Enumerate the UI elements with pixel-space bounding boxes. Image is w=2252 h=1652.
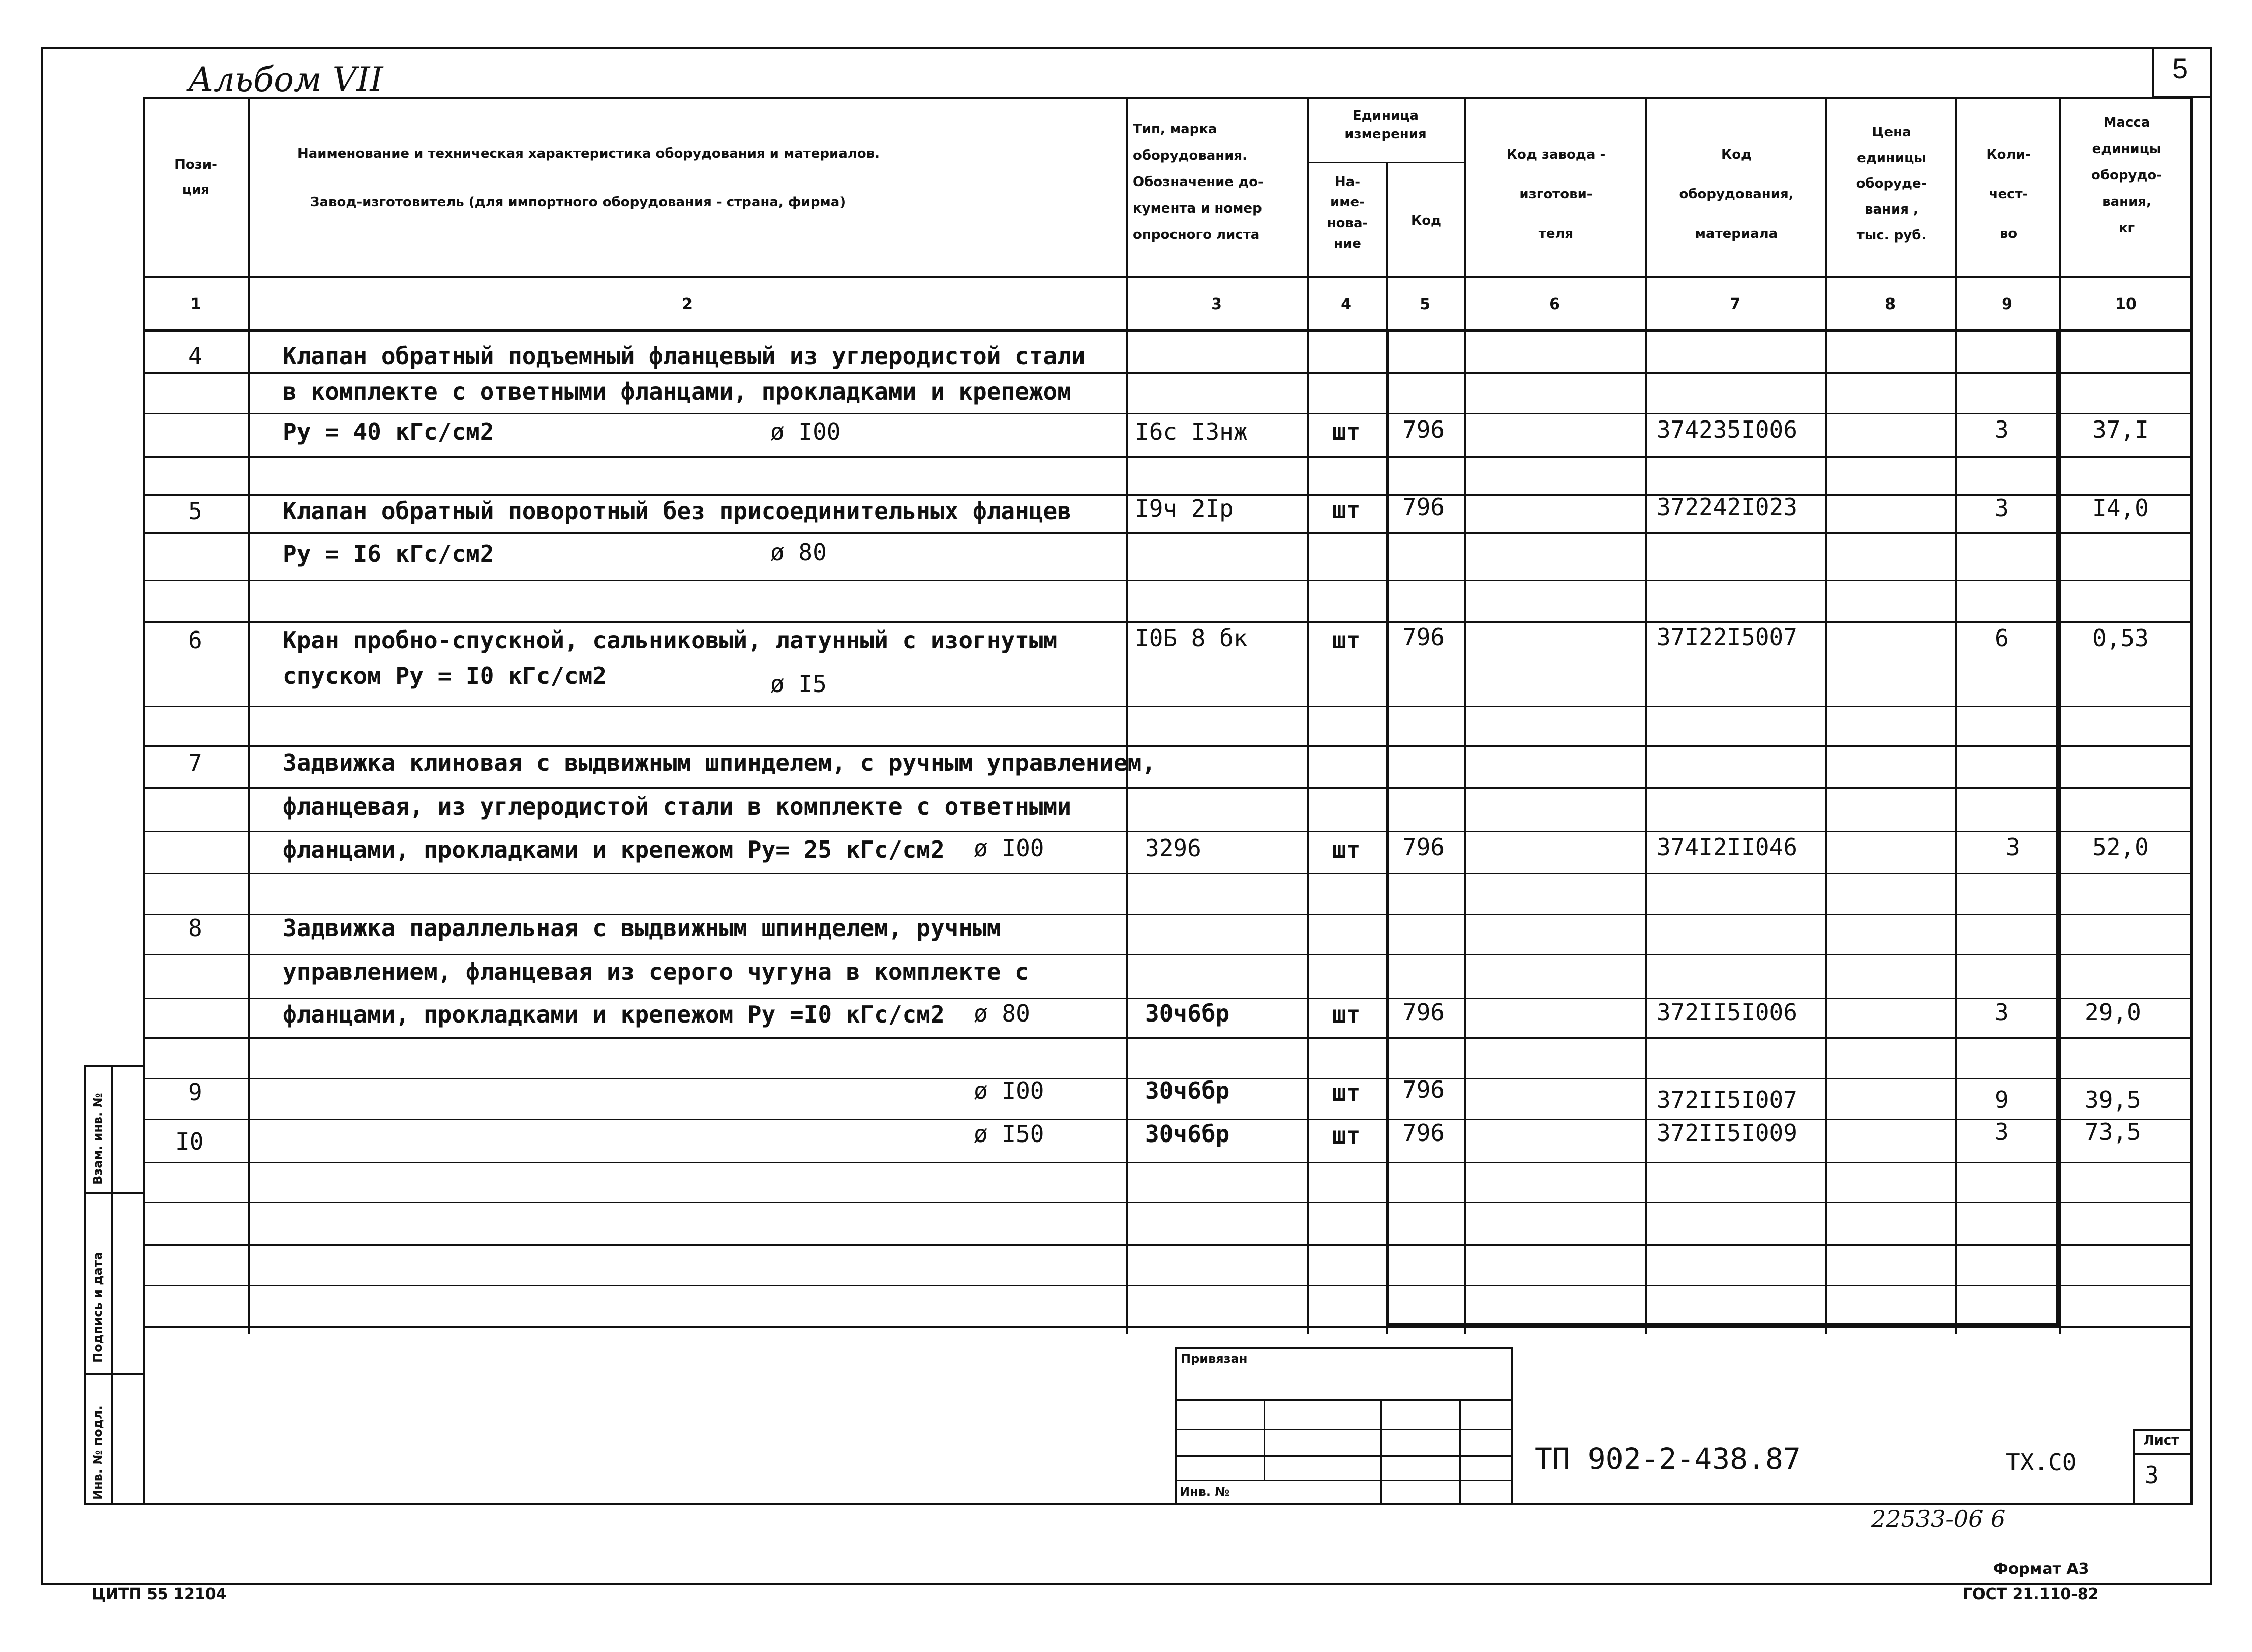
cell-quantity: 3 <box>1995 999 2009 1026</box>
cell-quantity: 3 <box>2006 833 2020 861</box>
cell-mass: 29,0 <box>2085 999 2141 1026</box>
cell-type: I9ч 2Iр <box>1135 495 1234 522</box>
cell-name: фланцами, прокладками и крепежом Ру= 25 кГс/см2 <box>283 836 945 863</box>
cell-unit: шт <box>1332 496 1361 524</box>
cell-name: управлением, фланцевая из серого чугуна в комплекте с <box>283 958 1029 985</box>
privyazan-line <box>1175 1480 1513 1481</box>
cell-diameter: ø I50 <box>974 1120 1044 1148</box>
side-stamp-divider <box>111 1065 113 1505</box>
colnum-6: 6 <box>1549 295 1560 313</box>
row-line <box>143 1285 2193 1286</box>
cell-position: 4 <box>188 342 202 370</box>
header-mass: Масса единицы оборудо- вания, кг <box>2091 115 2163 236</box>
colnum-3: 3 <box>1211 295 1222 313</box>
cell-name: фланцевая, из углеродистой стали в комплекте с ответными <box>283 793 1071 820</box>
cell-equipment-code: 372242I023 <box>1657 493 1797 521</box>
cell-unit-code: 796 <box>1402 416 1445 443</box>
privyazan-box <box>1175 1347 1513 1505</box>
row-line <box>143 372 2193 374</box>
colnum-7: 7 <box>1730 295 1740 313</box>
row-line <box>143 456 2193 458</box>
privyazan-divider <box>1380 1399 1382 1505</box>
cell-name: Клапан обратный подъемный фланцевый из углеродистой стали <box>283 342 1086 370</box>
cell-name: Клапан обратный поворотный без присоединительных фланцев <box>283 497 1071 525</box>
header-unit-name: На- име- нова- ние <box>1327 174 1368 251</box>
colnum-1: 1 <box>190 295 201 313</box>
cell-diameter: ø 80 <box>770 538 827 566</box>
cell-diameter: ø 80 <box>974 1000 1030 1027</box>
cell-unit-code: 796 <box>1402 999 1445 1026</box>
cell-name: в комплекте с ответными фланцами, прокладками и крепежом <box>283 378 1071 405</box>
row-line <box>143 1037 2193 1039</box>
col-line-2 <box>1126 97 1128 1334</box>
privyazan-line <box>1175 1429 1513 1430</box>
cell-name: спуском Ру = I0 кГс/см2 <box>283 662 607 689</box>
cell-name: Ру = I6 кГс/см2 <box>283 540 494 567</box>
side-stamp-sign-date: Подпись и дата <box>91 1252 105 1363</box>
cell-diameter: ø I00 <box>974 1077 1044 1104</box>
header-name-line1: Наименование и техническая характеристика оборудования и материалов. <box>297 146 880 161</box>
row-line <box>143 532 2193 534</box>
colnum-4: 4 <box>1341 295 1352 313</box>
cell-unit: шт <box>1332 836 1361 863</box>
cell-equipment-code: 372II5I009 <box>1657 1119 1797 1147</box>
cell-unit-code: 796 <box>1402 623 1445 651</box>
cell-type: 3296 <box>1145 834 1202 862</box>
cell-quantity: 3 <box>1995 416 2009 443</box>
column-bracket <box>1386 329 2059 1326</box>
cell-unit: шт <box>1332 1001 1361 1028</box>
cell-unit-code: 796 <box>1402 1076 1445 1103</box>
cell-equipment-code: 372II5I006 <box>1657 999 1797 1026</box>
privyazan-divider <box>1459 1399 1461 1505</box>
colnum-9: 9 <box>2002 295 2013 313</box>
cell-name: Задвижка параллельная с выдвижным шпинделем, ручным <box>283 914 1001 942</box>
cell-unit: шт <box>1332 626 1361 654</box>
privyazan-label: Привязан <box>1181 1351 1248 1366</box>
cell-position: I0 <box>175 1128 204 1155</box>
cell-name: Задвижка клиновая с выдвижным шпинделем, с ручным управлением, <box>283 749 1156 776</box>
row-line <box>143 621 2193 623</box>
cell-type: I0Б 8 бк <box>1135 624 1248 652</box>
cell-name: фланцами, прокладками и крепежом Ру =I0 кГс/см2 <box>283 1001 945 1028</box>
cell-mass: 73,5 <box>2085 1118 2141 1146</box>
cell-mass: I4,0 <box>2092 494 2149 522</box>
cell-diameter: ø I00 <box>770 418 841 445</box>
colnum-10: 10 <box>2115 295 2137 313</box>
table-body-bottom <box>143 1326 2193 1328</box>
row-line <box>143 745 2193 747</box>
side-stamp-inv-replace: Взам. инв. № <box>91 1093 105 1185</box>
cell-name: Ру = 40 кГс/см2 <box>283 418 494 445</box>
cell-name: Кран пробно-спускной, сальниковый, латунный с изогнутым <box>283 626 1058 654</box>
cell-mass: 39,5 <box>2085 1086 2141 1114</box>
cell-position: 9 <box>188 1078 202 1106</box>
row-line <box>143 706 2193 707</box>
album-label: Альбом VII <box>188 60 383 99</box>
hand-number: 22533-06 6 <box>1871 1505 2006 1533</box>
cell-quantity: 6 <box>1995 624 2009 652</box>
row-line <box>143 413 2193 414</box>
header-type: Тип, марка оборудования. Обозначение до- кумента и номер опросного листа <box>1133 122 1264 243</box>
header-name-line2: Завод-изготовитель (для импортного оборудования - страна, фирма) <box>310 195 846 210</box>
cell-unit-code: 796 <box>1402 833 1445 861</box>
col-line-9 <box>2059 97 2061 1334</box>
gost-label: ГОСТ 21.110-82 <box>1963 1585 2099 1603</box>
row-line <box>143 1244 2193 1246</box>
cell-position: 5 <box>188 497 202 525</box>
row-line <box>143 1162 2193 1163</box>
cell-mass: 52,0 <box>2092 833 2149 861</box>
row-line <box>143 787 2193 789</box>
header-factory-code: Код завода - изготови- теля <box>1506 147 1606 242</box>
colnum-8: 8 <box>1885 295 1896 313</box>
col-line-3 <box>1307 97 1309 1334</box>
cell-type: 30ч6бр <box>1145 1077 1230 1104</box>
cell-diameter: ø I5 <box>770 670 827 698</box>
cell-position: 7 <box>188 749 202 776</box>
col-line-1 <box>248 97 250 1334</box>
cell-quantity: 3 <box>1995 1118 2009 1146</box>
cell-position: 8 <box>188 914 202 942</box>
cell-equipment-code: 372II5I007 <box>1657 1086 1797 1114</box>
cell-unit: шт <box>1332 1079 1361 1106</box>
row-line <box>143 831 2193 832</box>
cell-mass: 0,53 <box>2092 624 2149 652</box>
cell-quantity: 3 <box>1995 494 2009 522</box>
row-line <box>143 580 2193 581</box>
cell-position: 6 <box>188 626 202 654</box>
side-stamp-line <box>84 1373 145 1375</box>
cell-equipment-code: 374I2II046 <box>1657 833 1797 861</box>
cell-equipment-code: 37I22I5007 <box>1657 623 1797 651</box>
cell-type: 30ч6бр <box>1145 1120 1230 1148</box>
side-stamp-inv-orig: Инв. № подл. <box>91 1405 105 1500</box>
colnum-5: 5 <box>1420 295 1430 313</box>
cell-mass: 37,I <box>2092 416 2149 443</box>
cell-diameter: ø I00 <box>974 834 1044 862</box>
cell-unit: шт <box>1332 1122 1361 1149</box>
header-quantity: Коли- чест- во <box>1986 147 2031 242</box>
sheet-box-line <box>2133 1453 2193 1455</box>
format-label: Формат А3 <box>1993 1560 2089 1578</box>
colnum-2: 2 <box>682 295 693 313</box>
header-position: Пози- ция <box>174 157 217 198</box>
page-number: 5 <box>2172 52 2188 84</box>
header-unit-code: Код <box>1410 213 1442 228</box>
designation: ТП 902-2-438.87 <box>1535 1441 1801 1476</box>
header-equipment-code: Код оборудования, материала <box>1679 147 1794 242</box>
cell-unit: шт <box>1332 418 1361 445</box>
inv-no-label: Инв. № <box>1180 1485 1230 1499</box>
doc-code: ТХ.С0 <box>2006 1449 2077 1476</box>
sheet-label: Лист <box>2143 1433 2179 1448</box>
privyazan-line <box>1175 1455 1513 1457</box>
row-line <box>143 954 2193 955</box>
cell-quantity: 9 <box>1995 1086 2009 1114</box>
cell-type: 30ч6бр <box>1145 1000 1230 1027</box>
privyazan-line <box>1175 1399 1513 1401</box>
header-price: Цена единицы оборуде- вания , тыс. руб. <box>1856 125 1927 243</box>
header-unit-group: Единица измерения <box>1344 108 1427 142</box>
cell-type: I6с I3нж <box>1135 418 1248 445</box>
row-line <box>143 873 2193 874</box>
cell-unit-code: 796 <box>1402 1119 1445 1147</box>
header-bottom-line <box>143 276 2193 278</box>
cell-unit-code: 796 <box>1402 493 1445 521</box>
bottom-left-label: ЦИТП 55 12104 <box>92 1585 227 1603</box>
sheet-number: 3 <box>2145 1461 2159 1489</box>
row-line <box>143 1202 2193 1203</box>
side-stamp-line <box>84 1192 145 1194</box>
cell-equipment-code: 374235I006 <box>1657 416 1797 443</box>
privyazan-divider <box>1264 1399 1265 1480</box>
row-line <box>143 998 2193 999</box>
